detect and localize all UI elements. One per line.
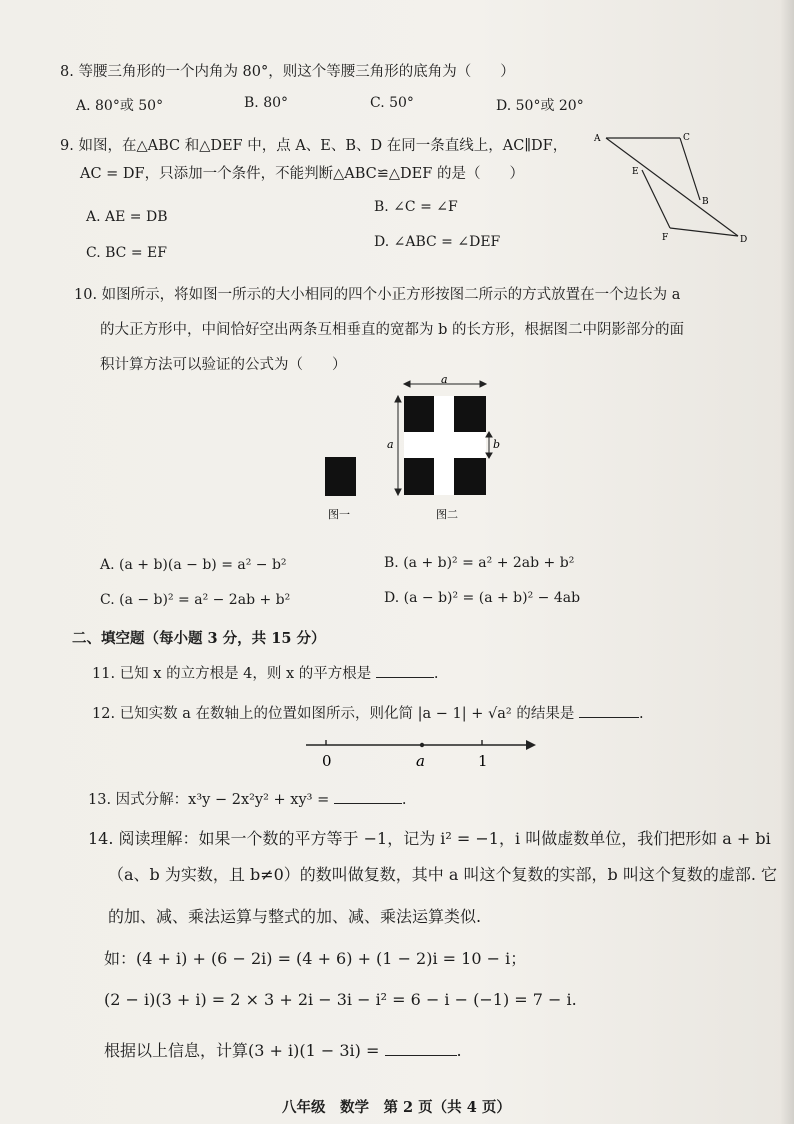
q8-option-d: D. 50°或 20°	[496, 98, 584, 114]
q9-label-f: F	[662, 233, 669, 243]
fig1-caption: 图一	[328, 508, 350, 521]
q14-text: 根据以上信息，计算(3 + i)(1 − 3i) =	[104, 1041, 380, 1060]
q11-answer-blank[interactable]	[376, 677, 434, 678]
q11-text: 11. 已知 x 的立方根是 4，则 x 的平方根是	[92, 666, 372, 682]
q9-line1: 9. 如图，在△ABC 和△DEF 中，点 A、E、B、D 在同一条直线上，AC∥DF，	[60, 138, 568, 154]
axis-label-1: 1	[478, 752, 488, 770]
q10-option-c: C. (a − b)² = a² − 2ab + b²	[100, 592, 291, 608]
q14-end: .	[456, 1041, 462, 1060]
page-footer: 八年级 数学 第 2 页（共 4 页）	[282, 1099, 511, 1116]
q12-number-line	[300, 730, 550, 772]
q13-end: .	[401, 792, 407, 808]
page-edge-shadow	[780, 0, 794, 1124]
q14-line1: 14. 阅读理解：如果一个数的平方等于 −1，记为 i² = −1，i 叫做虚数单位，我们把形如 a + bi	[88, 829, 771, 848]
q12-line	[92, 702, 644, 723]
q9-option-b: B. ∠C = ∠F	[374, 199, 458, 215]
q9-option-c: C. BC = EF	[86, 245, 167, 261]
q14-line3: 的加、减、乘法运算与整式的加、减、乘法运算类似.	[108, 907, 482, 926]
q13-text: 13. 因式分解：x³y − 2x²y² + xy³ =	[88, 792, 330, 808]
section2-title: 二、填空题（每小题 3 分，共 15 分）	[72, 630, 326, 647]
fig2-label-a-top: a	[441, 376, 448, 386]
q9-line2: AC = DF，只添加一个条件，不能判断△ABC≌△DEF 的是（ ）	[80, 166, 524, 182]
fig2-label-a-left: a	[387, 438, 394, 451]
q12-end: .	[638, 706, 644, 722]
q9-triangle-figure	[590, 128, 760, 248]
q9-label-c: C	[683, 133, 690, 143]
q10-option-b: B. (a + b)² = a² + 2ab + b²	[384, 555, 575, 571]
q10-line3: 积计算方法可以验证的公式为（ ）	[100, 357, 347, 373]
q9-label-d: D	[740, 235, 748, 245]
q8-stem: 8. 等腰三角形的一个内角为 80°，则这个等腰三角形的底角为（ ）	[60, 64, 515, 80]
q12-text: 12. 已知实数 a 在数轴上的位置如图所示，则化简 |a − 1| + √a² 的结果是	[92, 706, 575, 722]
q12-answer-blank[interactable]	[579, 717, 639, 718]
q13-line	[88, 788, 406, 809]
q8-option-b: B. 80°	[244, 95, 289, 111]
q10-option-a: A. (a + b)(a − b) = a² − b²	[100, 557, 287, 573]
q9-option-d: D. ∠ABC = ∠DEF	[374, 234, 501, 250]
q8-option-c: C. 50°	[370, 95, 414, 111]
axis-label-a: a	[416, 752, 425, 770]
fig2-label-b: b	[493, 438, 501, 451]
q14-answer-blank[interactable]	[385, 1055, 457, 1056]
q10-square-figures	[300, 376, 520, 526]
q10-line1: 10. 如图所示，将如图一所示的大小相同的四个小正方形按图二所示的方式放置在一个边长为 a	[74, 287, 681, 303]
q9-label-a: A	[594, 134, 601, 144]
q8-option-a: A. 80°或 50°	[76, 98, 164, 114]
axis-label-0: 0	[322, 752, 332, 770]
q9-label-b: B	[702, 197, 709, 207]
q10-line2: 的大正方形中，中间恰好空出两条互相垂直的宽都为 b 的长方形，根据图二中阴影部分的面	[100, 322, 684, 338]
q14-line4: 如：(4 + i) + (6 − 2i) = (4 + 6) + (1 − 2)i = 10 − i；	[104, 949, 527, 968]
q9-label-e: E	[632, 167, 639, 177]
fig1-small-square	[325, 457, 356, 496]
q14-line2: （a、b 为实数，且 b≠0）的数叫做复数，其中 a 叫这个复数的实部，b 叫这个复数的虚部. 它	[108, 865, 777, 884]
fig2-caption: 图二	[436, 508, 458, 521]
q14-line6	[104, 1038, 462, 1061]
q11-end: .	[433, 666, 439, 682]
fig2-vertical-strip	[434, 396, 454, 495]
q11-line	[92, 662, 439, 683]
q14-line5: (2 − i)(3 + i) = 2 × 3 + 2i − 3i − i² = 6 − i − (−1) = 7 − i.	[104, 990, 577, 1009]
q9-option-a: A. AE = DB	[86, 209, 168, 225]
q10-option-d: D. (a − b)² = (a + b)² − 4ab	[384, 590, 581, 606]
q13-answer-blank[interactable]	[334, 803, 402, 804]
